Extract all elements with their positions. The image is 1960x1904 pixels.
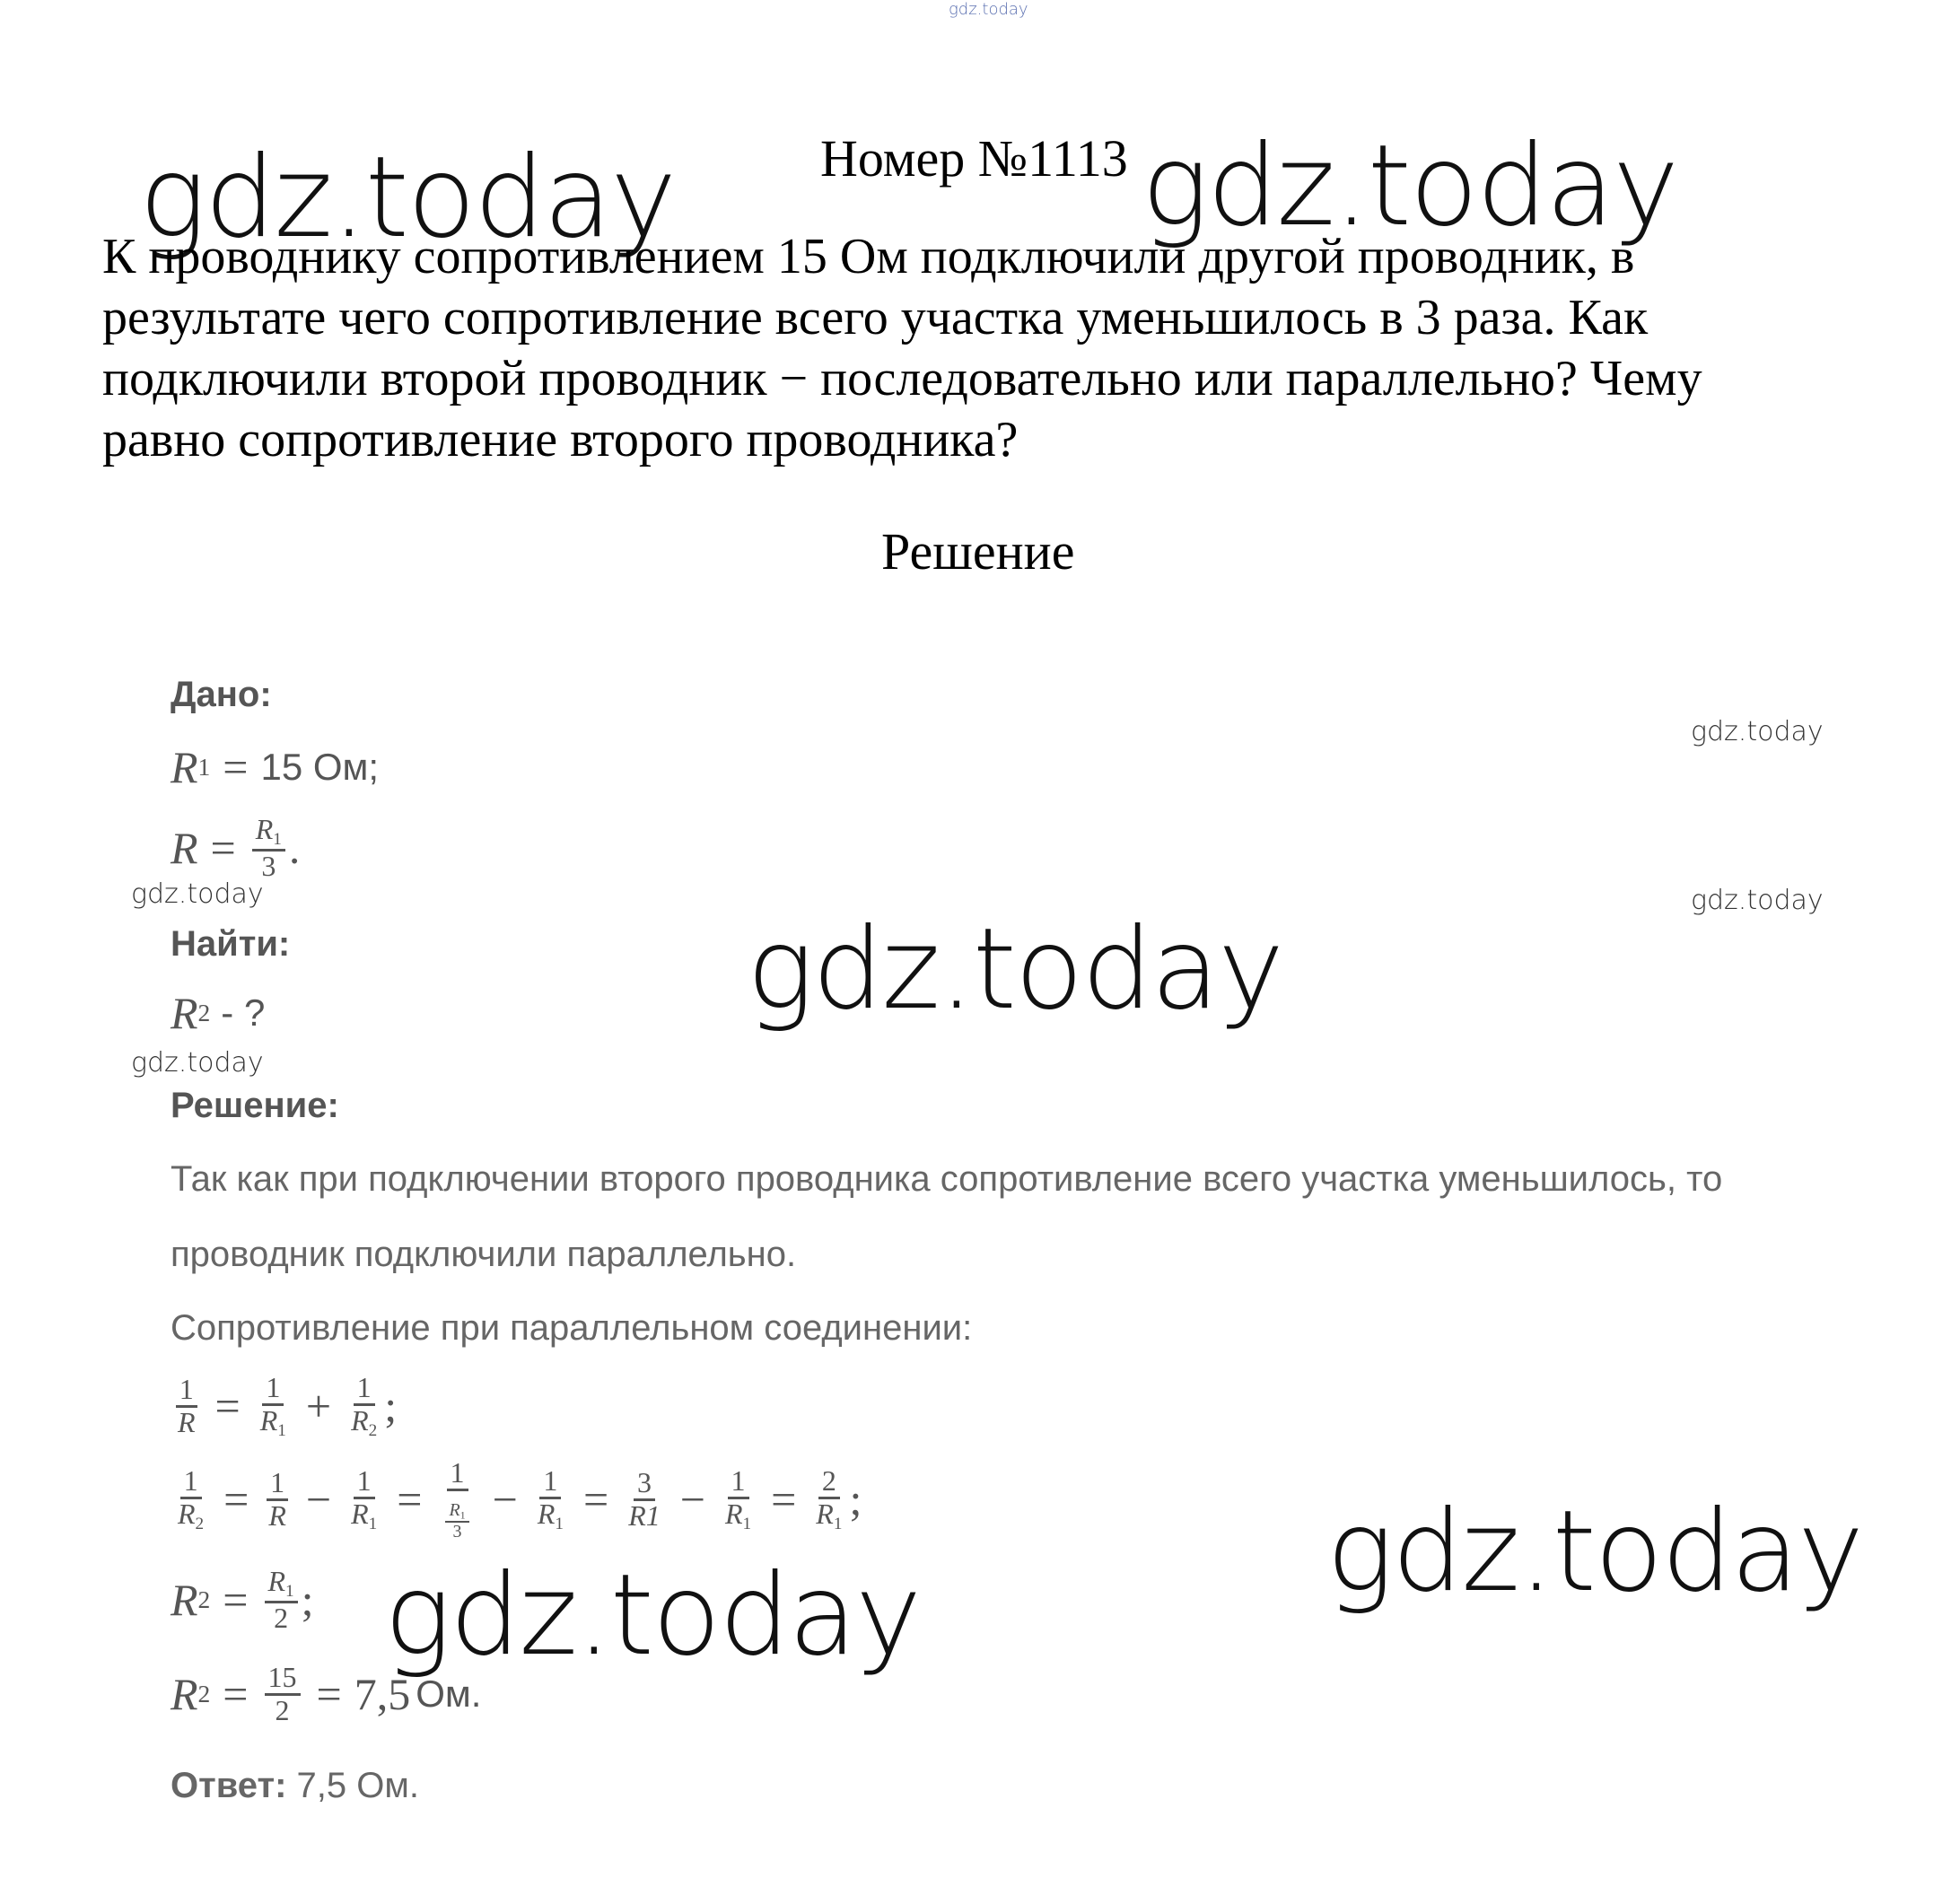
given-label: Дано:: [171, 675, 272, 714]
solution-heading: Решение: [881, 522, 1075, 581]
formula-parallel: $\frac{1}{R}$ = $\frac{1}{R_1}$ + $\frac{1}{R_2}$ ;: [171, 1373, 397, 1440]
problem-line: подключили второй проводник − последовательно или параллельно? Чему: [102, 351, 1702, 406]
watermark-large: gdz.today: [139, 133, 676, 263]
answer-value: 7,5 Ом.: [286, 1766, 419, 1805]
answer-label: Ответ:: [171, 1766, 287, 1805]
problem-line: результате чего сопротивление всего участка уменьшилось в 3 раза. Как: [102, 290, 1649, 345]
watermark-top: gdz.today: [949, 0, 1028, 19]
watermark-small: gdz.today: [1691, 885, 1824, 916]
formula-r2-value: R 2 = $\frac{15}{2}$ = 7,5 Ом.: [171, 1661, 482, 1726]
watermark-large: gdz.today: [747, 904, 1283, 1035]
problem-text: [102, 226, 1888, 470]
explanation-line: Так как при подключении второго проводника сопротивление всего участка уменьшилось, то: [171, 1159, 1723, 1199]
page-title: Номер №1113: [820, 129, 1128, 188]
answer: [171, 1766, 419, 1806]
watermark-large: gdz.today: [384, 1550, 921, 1681]
watermark-large: gdz.today: [1326, 1487, 1863, 1617]
watermark-small: gdz.today: [131, 1047, 264, 1079]
solution-label: Решение:: [171, 1086, 339, 1125]
formula-r-given: R = $\frac{R_1}{3}$ .: [171, 813, 301, 882]
formula-r2: R 2 = $\frac{R_1}{2}$ ;: [171, 1565, 314, 1634]
formula-find: R 2 - ?: [171, 988, 266, 1038]
formula-r1-given: R 1 = 15 Ом;: [171, 742, 380, 792]
problem-line: К проводнику сопротивлением 15 Ом подключили другой проводник, в: [102, 229, 1635, 284]
explanation-line: проводник подключили параллельно.: [171, 1235, 797, 1274]
parallel-text: Сопротивление при параллельном соединении:: [171, 1308, 973, 1348]
watermark-small: gdz.today: [1691, 716, 1824, 747]
formula-derivation: $\frac{1}{R_2}$ = $\frac{1}{R}$ − $\frac{1}{R_1}$ = $\frac{1}{\frac{R_1}{3}}$ − $\frac{1}{R_1}$ = $\frac{3}{R1}$ − $\frac{1}{R_1}$ = $\frac{2}{R_1}$ ;: [178, 1456, 862, 1542]
find-label: Найти:: [171, 924, 291, 964]
watermark-large: gdz.today: [1142, 121, 1678, 251]
problem-line: равно сопротивление второго проводника?: [102, 412, 1019, 467]
watermark-small: gdz.today: [131, 878, 264, 910]
